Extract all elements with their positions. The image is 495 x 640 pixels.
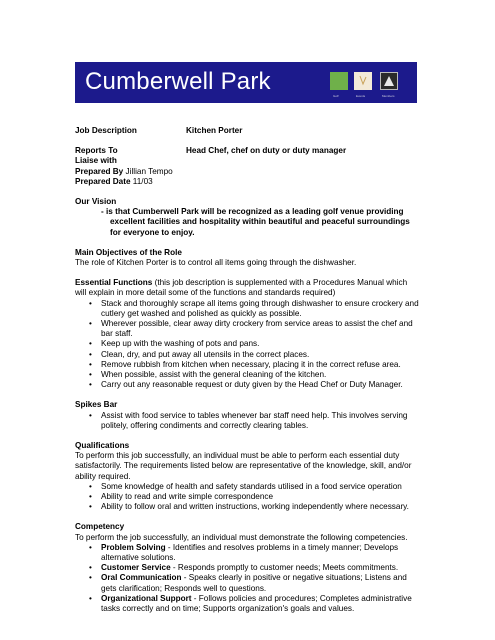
list-item: • Wherever possible, clear away dirty crockery from service areas to assist the chef and bar staff.	[75, 319, 420, 339]
competency-text: - Speaks clearly in positive or negative situations; Listens and gets clarification; Responds well to questions.	[101, 573, 407, 593]
job-description-document	[75, 126, 420, 614]
icon-caption-events: Events	[356, 94, 366, 98]
competency-text: - Follows policies and procedures; Completes administrative tasks correctly and on time; Supports organization's goals and values.	[101, 593, 412, 613]
prepared-by-value: Jillian Tempo	[123, 166, 173, 176]
list-item: • Some knowledge of health and safety standards utilised in a food service operation	[75, 482, 420, 492]
job-title: Kitchen Porter	[186, 126, 243, 135]
competency-heading: Competency	[75, 522, 125, 532]
reports-to-row	[75, 146, 420, 156]
essential-functions-intro	[75, 278, 420, 298]
header-banner	[75, 62, 417, 103]
competency-text: - Responds promptly to customer needs; Meets commitments.	[170, 563, 399, 573]
objectives-heading: Main Objectives of the Role	[75, 247, 182, 257]
prepared-date-row	[75, 177, 420, 187]
icon-caption-golf: Golf	[333, 94, 339, 98]
golf-photo-icon	[330, 72, 348, 90]
events-photo-icon	[354, 72, 372, 90]
members-photo-icon	[380, 72, 398, 90]
list-item: • Clean, dry, and put away all utensils in the correct places.	[75, 350, 420, 360]
prepared-by-label: Prepared By	[75, 166, 124, 176]
list-item	[75, 563, 420, 573]
prepared-by-row	[75, 167, 420, 177]
list-item	[75, 594, 420, 614]
list-item: • Carry out any reasonable request or duty given by the Head Chef or Duty Manager.	[75, 380, 420, 390]
list-item: • Ability to read and write simple correspondence	[75, 492, 420, 502]
competency-title: Organizational Support	[101, 593, 192, 603]
objectives-text: The role of Kitchen Porter is to control all items going through the dishwasher.	[75, 257, 357, 267]
reports-to-value: Head Chef, chef on duty or duty manager	[186, 146, 347, 156]
job-description-label: Job Description	[75, 126, 137, 135]
liaise-row	[75, 156, 420, 166]
competency-text: - Identifies and resolves problems in a timely manner; Develops alternative solutions.	[101, 542, 399, 562]
banner-title: Cumberwell Park	[85, 68, 271, 95]
list-item: • Keep up with the washing of pots and pans.	[75, 339, 420, 349]
banner-icon-group	[330, 67, 414, 101]
qualifications-intro: To perform this job successfully, an individual must be able to perform each essential duty satisfactorily. The requirements listed below are representative of the knowledge, skill, and/or ability required.	[75, 451, 412, 481]
list-item: • Assist with food service to tables whenever bar staff need help. This involves serving politely, offering condiments and correctly clearing tables.	[75, 411, 420, 431]
qualifications-heading: Qualifications	[75, 440, 130, 450]
list-item	[75, 573, 420, 593]
job-description-row	[75, 126, 420, 136]
prepared-date-label: Prepared Date	[75, 176, 131, 186]
essential-functions-list	[75, 299, 420, 391]
competency-title: Oral Communication	[101, 573, 182, 583]
list-item: • Stack and thoroughly scrape all items going through dishwasher to ensure crockery and cutlery get washed and polished as quickly as possible.	[75, 299, 420, 319]
liaise-label: Liaise with	[75, 156, 117, 166]
competency-title: Customer Service	[101, 563, 171, 573]
icon-caption-members: Members	[382, 94, 395, 98]
list-item: • Ability to follow oral and written instructions, working independently where necessary.	[75, 502, 420, 512]
qualifications-list	[75, 482, 420, 513]
vision-heading: Our Vision	[75, 196, 117, 206]
spikes-bar-list	[75, 411, 420, 431]
reports-to-label: Reports To	[75, 146, 118, 156]
list-item	[75, 543, 420, 563]
competency-list	[75, 543, 420, 614]
list-item: • When possible, assist with the general cleaning of the kitchen.	[75, 370, 420, 380]
essential-functions-heading: Essential Functions	[75, 278, 153, 288]
spikes-bar-heading: Spikes Bar	[75, 400, 118, 410]
prepared-date-value: 11/03	[130, 176, 153, 186]
essential-functions-note: (this job description is supplemented with a Procedures Manual which will explain in more detail some of the functions and standards required)	[75, 278, 408, 298]
competency-title: Problem Solving	[101, 542, 166, 552]
competency-intro: To perform the job successfully, an individual must demonstrate the following competencies.	[75, 532, 408, 542]
list-item: • Remove rubbish from kitchen when necessary, placing it in the correct refuse area.	[75, 360, 420, 370]
vision-text: - is that Cumberwell Park will be recognized as a leading golf venue providing excellent facilities and hospitality within beautiful and peaceful surroundings for everyone to enjoy.	[101, 207, 410, 237]
